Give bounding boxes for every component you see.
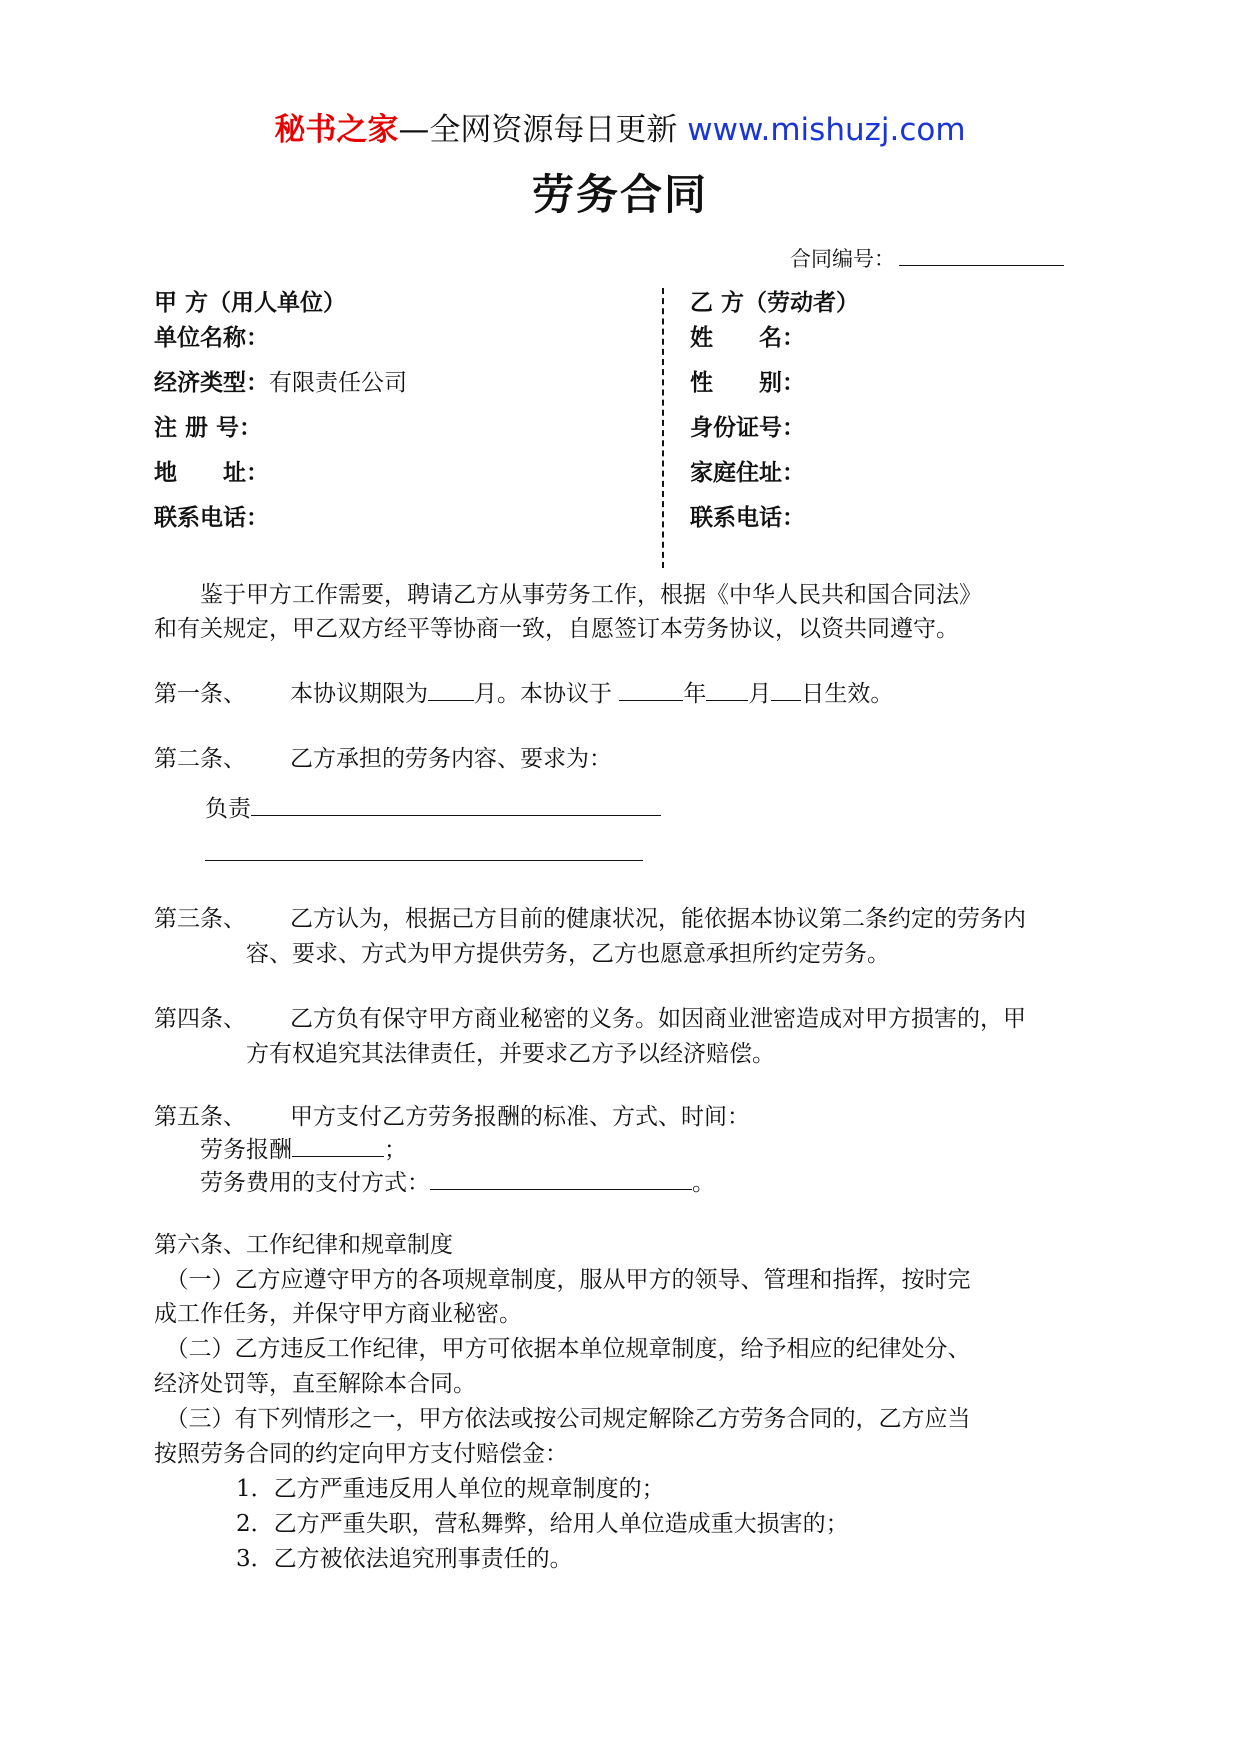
banner-tagline: —全网资源每日更新: [398, 112, 688, 148]
party-b-field-name: 姓 名：: [690, 325, 805, 351]
article-5: [154, 1098, 750, 1131]
document-title: 劳务合同: [531, 170, 708, 219]
duty-label: 负责: [205, 796, 251, 822]
article-3-cont: 容、要求、方式为甲方提供劳务，乙方也愿意承担所约定劳务。: [246, 941, 890, 967]
article-1-text: 本协议期限为: [290, 681, 428, 707]
months-blank[interactable]: [428, 678, 474, 701]
fee-line: [200, 1131, 407, 1164]
article-3-text: 乙方认为，根据己方目前的健康状况，能依据本协议第二条约定的劳务内: [290, 906, 1026, 932]
article-3: [154, 900, 1026, 933]
party-b-field-phone: 联系电话：: [690, 505, 805, 531]
article-6-item: 1．乙方严重违反用人单位的规章制度的；: [236, 1476, 665, 1502]
article-6-item: 3．乙方被依法追究刑事责任的。: [236, 1546, 573, 1572]
article-1-text: 月: [748, 681, 772, 707]
article-2-text: 乙方承担的劳务内容、要求为：: [290, 746, 612, 772]
payment-method-end: 。: [692, 1170, 715, 1196]
field-label: 地 址：: [154, 460, 269, 486]
article-6-heading: 第六条、工作纪律和规章制度: [154, 1232, 453, 1258]
duty-line: [205, 790, 661, 823]
article-6-line: 按照劳务合同的约定向甲方支付赔偿金：: [154, 1441, 568, 1467]
article-1: [154, 675, 893, 708]
duty-blank[interactable]: [251, 793, 661, 816]
party-a-field-phone: [154, 499, 269, 532]
field-label: 单位名称：: [154, 325, 269, 351]
party-b-heading: 乙 方（劳动者）: [690, 290, 860, 316]
article-5-text: 甲方支付乙方劳务报酬的标准、方式、时间：: [290, 1104, 750, 1130]
day-blank[interactable]: [771, 678, 801, 701]
contract-number: [790, 243, 1064, 273]
field-value: 有限责任公司: [269, 370, 407, 396]
party-a-field-type: [154, 364, 407, 397]
field-label: 经济类型：: [154, 370, 269, 396]
article-6-line: （一）乙方应遵守甲方的各项规章制度，服从甲方的领导、管理和指挥，按时完: [154, 1267, 971, 1293]
field-label: 注 册 号：: [154, 415, 263, 441]
article-6-line: （三）有下列情形之一，甲方依法或按公司规定解除乙方劳务合同的，乙方应当: [154, 1406, 971, 1432]
article-4: [154, 1000, 1026, 1033]
article-6-line: （二）乙方违反工作纪律，甲方可依据本单位规章制度，给予相应的纪律处分、: [154, 1336, 971, 1362]
site-banner: [0, 104, 1240, 149]
party-b-field-gender: 性 别：: [690, 370, 805, 396]
preamble-line-1: 鉴于甲方工作需要，聘请乙方从事劳务工作，根据《中华人民共和国合同法》: [154, 582, 982, 608]
party-a-field-reg: [154, 409, 262, 442]
party-a-heading: 甲 方（用人单位）: [154, 290, 347, 316]
article-4-text: 乙方负有保守甲方商业秘密的义务。如因商业泄密造成对甲方损害的，甲: [290, 1006, 1026, 1032]
preamble-line-2: 和有关规定，甲乙双方经平等协商一致，自愿签订本劳务协议，以资共同遵守。: [154, 616, 959, 642]
article-1-text: 月。本协议于: [474, 681, 620, 707]
article-1-text: 日生效。: [801, 681, 894, 707]
fee-label: 劳务报酬: [200, 1137, 292, 1163]
article-number: 第四条、: [154, 1006, 246, 1032]
contract-number-blank[interactable]: [899, 245, 1064, 266]
contract-number-label: 合同编号：: [790, 247, 895, 271]
article-number: 第三条、: [154, 906, 246, 932]
party-a-field-address: [154, 454, 269, 487]
fee-end: ；: [384, 1137, 407, 1163]
year-blank[interactable]: [619, 678, 683, 701]
article-number: 第二条、: [154, 746, 246, 772]
party-b-field-address: 家庭住址：: [690, 460, 805, 486]
duty-blank-2[interactable]: [205, 860, 643, 861]
article-6-item: 2．乙方严重失职，营私舞弊，给用人单位造成重大损害的；: [236, 1511, 849, 1537]
article-2: [154, 740, 612, 773]
article-6-line: 成工作任务，并保守甲方商业秘密。: [154, 1301, 522, 1327]
party-b-field-id: 身份证号：: [690, 415, 805, 441]
article-number: 第五条、: [154, 1104, 246, 1130]
article-number: 第一条、: [154, 681, 246, 707]
party-divider: [662, 288, 664, 568]
banner-brand: 秘书之家: [274, 112, 399, 148]
article-4-cont: 方有权追究其法律责任，并要求乙方予以经济赔偿。: [246, 1041, 775, 1067]
payment-method-blank[interactable]: [430, 1167, 692, 1190]
field-label: 联系电话：: [154, 505, 269, 531]
party-a-field-name: [154, 319, 269, 352]
banner-url[interactable]: www.mishuzj.com: [687, 112, 966, 148]
article-1-text: 年: [683, 681, 707, 707]
payment-method-label: 劳务费用的支付方式：: [200, 1170, 430, 1196]
fee-blank[interactable]: [292, 1134, 384, 1157]
article-6-line: 经济处罚等，直至解除本合同。: [154, 1371, 476, 1397]
payment-method-line: [200, 1164, 715, 1197]
month-blank[interactable]: [706, 678, 748, 701]
